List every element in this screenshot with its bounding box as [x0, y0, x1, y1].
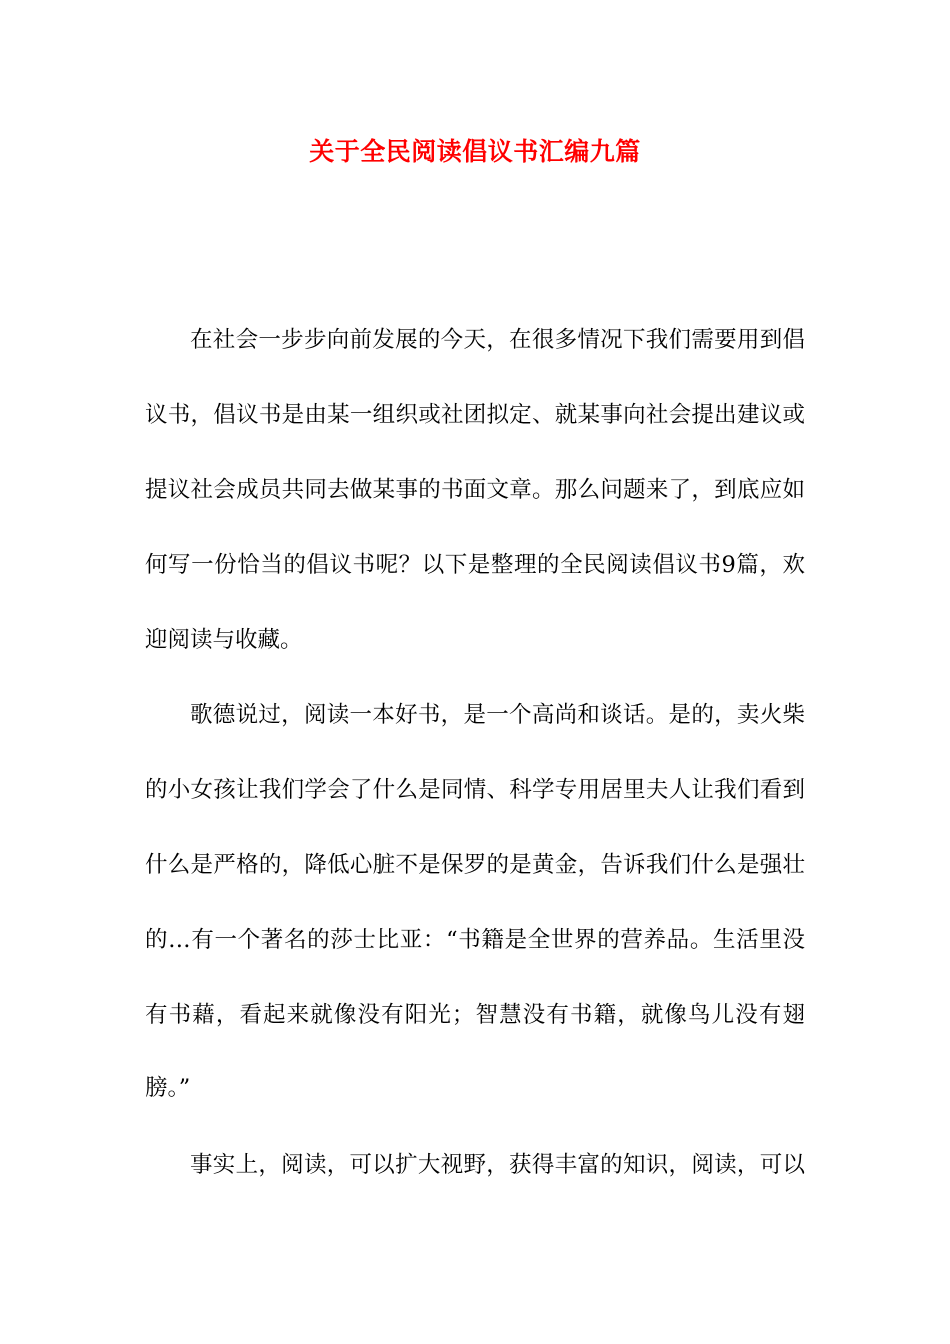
text-line: 的…有一个著名的莎士比亚：“书籍是全世界的营养品。生活里没 — [145, 927, 805, 953]
document-title: 关于全民阅读倡议书汇编九篇 — [309, 137, 641, 166]
text-line: 有书藉，看起来就像没有阳光；智慧没有书籍，就像鸟儿没有翅 — [145, 1002, 805, 1028]
text-line: 什么是严格的，降低心脏不是保罗的是黄金，告诉我们什么是强壮 — [145, 852, 805, 878]
text-line: 议书，倡议书是由某一组织或社团拟定、就某事向社会提出建议或 — [145, 402, 805, 428]
text-line: 提议社会成员共同去做某事的书面文章。那么问题来了，到底应如 — [145, 477, 805, 503]
text-line: 事实上，阅读，可以扩大视野，获得丰富的知识，阅读，可以 — [190, 1152, 805, 1178]
text-line: 在社会一步步向前发展的今天，在很多情况下我们需要用到倡 — [190, 327, 805, 353]
text-line: 何写一份恰当的倡议书呢？以下是整理的全民阅读倡议书9篇，欢 — [145, 552, 805, 578]
text-line: 迎阅读与收藏。 — [145, 627, 303, 653]
text-line: 膀。” — [145, 1075, 191, 1101]
text-line: 的小女孩让我们学会了什么是同情、科学专用居里夫人让我们看到 — [145, 777, 805, 803]
text-line: 歌德说过，阅读一本好书，是一个高尚和谈话。是的，卖火柴 — [190, 702, 805, 728]
